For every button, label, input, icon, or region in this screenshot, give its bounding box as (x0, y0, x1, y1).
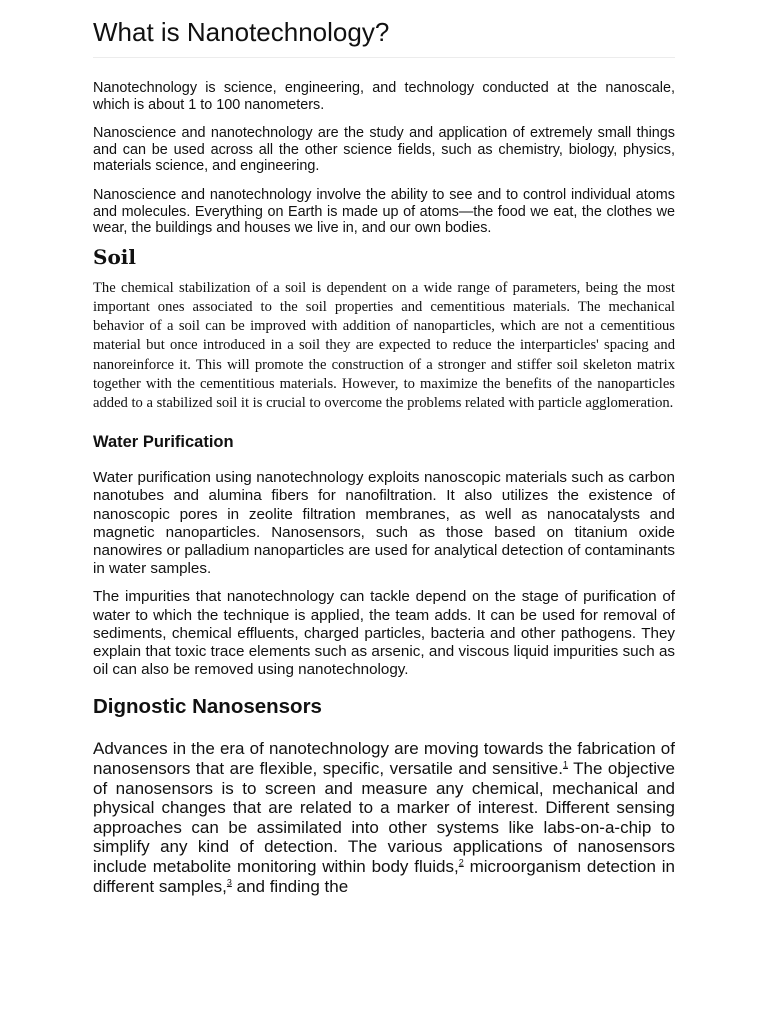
reference-link-1[interactable]: 1 (563, 759, 569, 770)
nanosensors-paragraph (93, 739, 675, 896)
water-purification-heading: Water Purification (93, 433, 234, 452)
page-title: What is Nanotechnology? (93, 17, 390, 47)
intro-paragraph-3: Nanoscience and nanotechnology involve the ability to see and to control individual atoms and molecules. Everything on Earth is made up of atoms—the food we eat, the clothes we wear, the buildings and houses we live in, and our own bodies. (93, 186, 675, 237)
soil-paragraph: The chemical stabilization of a soil is dependent on a wide range of parameters, being the most important ones associated to the soil properties and cementitious materials. The mechanical behavior of a soil can be improved with addition of nanoparticles, which are not a cementitious material but once introduced in a soil they are expected to reduce the interparticles' spacing and nanoreinforce it. This will promote the construction of a stronger and stiffer soil skeleton matrix together with the cementitious materials. However, to maximize the benefits of the nanoparticles added to a stabilized soil it is crucial to overcome the problems related with particle agglomeration. (93, 279, 675, 411)
intro-paragraph-1: Nanotechnology is science, engineering, and technology conducted at the nanoscale, which is about 1 to 100 nanometers. (93, 80, 675, 113)
reference-link-3[interactable]: 3 (226, 876, 232, 887)
nanosensors-text-4: and finding the (231, 876, 349, 896)
water-paragraph-1: Water purification using nanotechnology exploits nanoscopic materials such as carbon nanotubes and alumina fibers for nanofiltration. It also utilizes the existence of nanoscopic pores in zeolite filtration membranes, as well as nanocatalysts and magnetic nanoparticles. Nanosensors, such as those based on titanium oxide nanowires or palladium nanoparticles are used for analytical detection of contaminants in water samples. (93, 469, 675, 578)
document-page (93, 0, 675, 896)
nanosensors-text-1: Advances in the era of nanotechnology are moving towards the fabrication of nanosensors that are flexible, specific, versatile and sensitive. (93, 739, 675, 778)
water-paragraph-2: The impurities that nanotechnology can tackle depend on the stage of purification of water to which the technique is applied, the team adds. It can be used for removal of sediments, chemical effluents, charged particles, bacteria and other pathogens. They explain that toxic trace elements such as arsenic, and viscous liquid impurities such as oil can also be removed using nanotechnology. (93, 588, 675, 679)
nanosensors-text-3: microorganism detection in different samples, (93, 856, 676, 896)
intro-paragraph-2: Nanoscience and nanotechnology are the study and application of extremely small things and can be used across all the other science fields, such as chemistry, biology, physics, materials science, and engineering. (93, 125, 675, 175)
soil-heading: Soil (93, 244, 136, 269)
nanosensors-heading: Dignostic Nanosensors (93, 695, 322, 719)
nanosensors-text-2: The objective of nanosensors is to screen and measure any chemical, mechanical and physical changes that are related to a marker of interest. Different sensing approaches can be assimilated into other systems like labs-on-a-chip to simplify any kind of detection. The various applications of nanosensors include metabolite monitoring within body fluids, (93, 759, 675, 876)
reference-link-2[interactable]: 2 (458, 857, 464, 868)
title-divider (93, 57, 675, 58)
